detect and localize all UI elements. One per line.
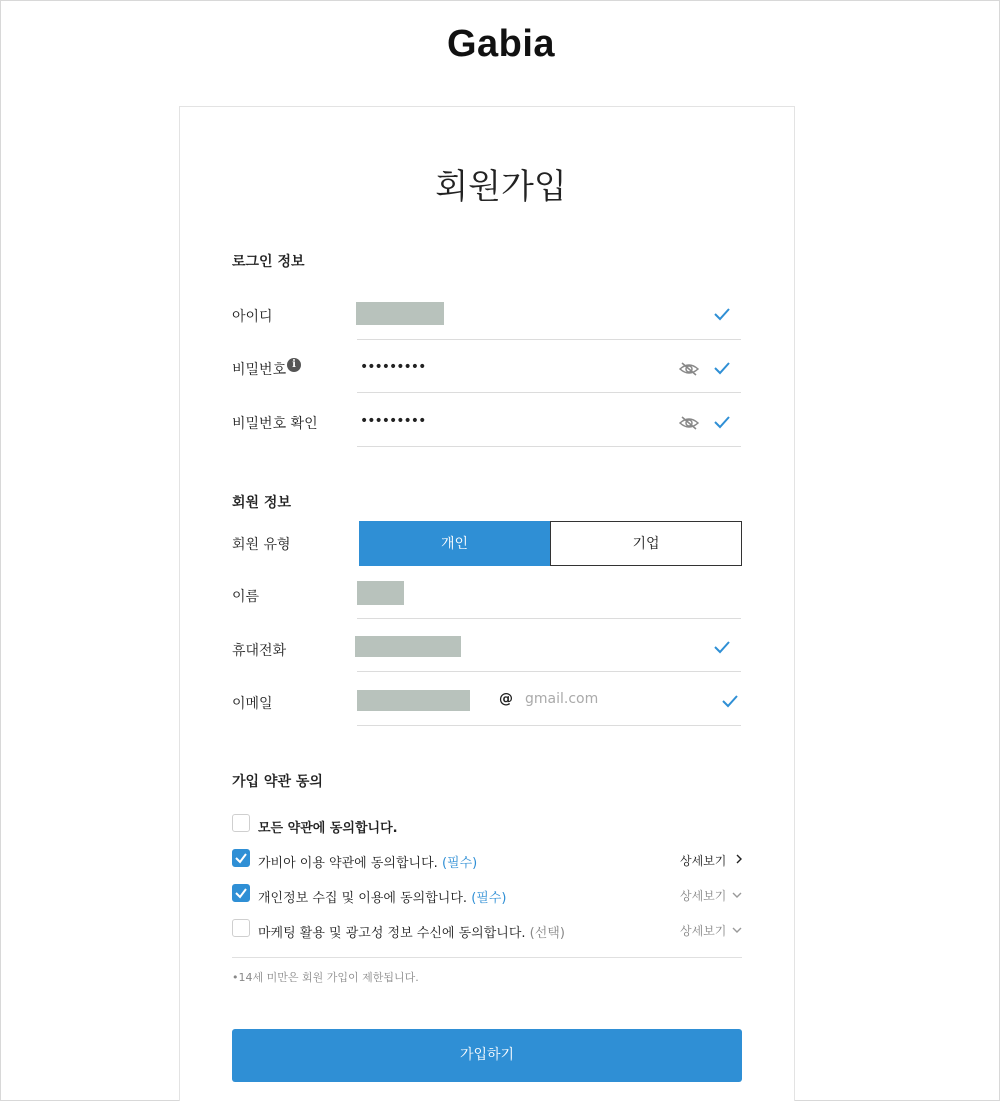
agree-all-label[interactable]: 모든 약관에 동의합니다. [258, 821, 398, 836]
gabia-logo[interactable]: Gabia [446, 23, 556, 65]
password-confirm-input[interactable]: ••••••••• [360, 413, 426, 429]
password-input[interactable]: ••••••••• [360, 359, 426, 375]
checkmark-icon [233, 850, 249, 866]
password-field-underline [357, 392, 741, 393]
phone-label: 휴대전화 [232, 643, 287, 659]
password-label: 비밀번호 [232, 362, 287, 378]
name-label: 이름 [232, 589, 260, 605]
terms-service-detail-link[interactable]: 상세보기 [680, 854, 727, 868]
chevron-down-icon[interactable] [732, 890, 742, 900]
name-field-underline [357, 618, 741, 619]
id-field-underline [357, 339, 741, 340]
id-input[interactable] [356, 302, 444, 325]
email-label: 이메일 [232, 696, 273, 712]
email-at-sign: @ [499, 691, 513, 707]
privacy-text: 개인정보 수집 및 이용에 동의합니다. [258, 891, 468, 906]
email-field-underline [357, 725, 741, 726]
terms-divider [232, 957, 742, 958]
member-type-personal-button[interactable]: 개인 [359, 521, 550, 566]
privacy-label[interactable] [258, 887, 506, 906]
required-tag: (필수) [471, 891, 507, 906]
marketing-detail-link[interactable]: 상세보기 [680, 924, 727, 938]
password-hide-eye-icon[interactable] [679, 361, 699, 377]
password-valid-check-icon [713, 359, 731, 377]
member-type-label: 회원 유형 [232, 537, 291, 553]
login-section-title: 로그인 정보 [232, 254, 305, 270]
id-label: 아이디 [232, 309, 273, 325]
member-type-company-button[interactable]: 기업 [550, 521, 742, 566]
email-valid-check-icon [721, 692, 739, 710]
privacy-checkbox[interactable] [232, 884, 250, 902]
agree-all-checkbox[interactable] [232, 814, 250, 832]
member-section-title: 회원 정보 [232, 495, 291, 511]
privacy-detail-link[interactable]: 상세보기 [680, 889, 727, 903]
marketing-text: 마케팅 활용 및 광고성 정보 수신에 동의합니다. [258, 926, 526, 941]
phone-input[interactable] [355, 636, 461, 657]
optional-tag: (선택) [529, 926, 565, 941]
phone-field-underline [357, 671, 741, 672]
password-confirm-hide-eye-icon[interactable] [679, 415, 699, 431]
password-confirm-valid-check-icon [713, 413, 731, 431]
chevron-right-icon[interactable] [734, 854, 744, 864]
terms-service-checkbox[interactable] [232, 849, 250, 867]
marketing-label[interactable] [258, 922, 565, 941]
email-id-input[interactable] [357, 690, 470, 711]
marketing-checkbox[interactable] [232, 919, 250, 937]
terms-service-label[interactable] [258, 852, 477, 871]
checkmark-icon [233, 885, 249, 901]
required-tag: (필수) [441, 856, 478, 871]
email-domain-input[interactable]: gmail.com [525, 691, 599, 707]
terms-section-title: 가입 약관 동의 [232, 774, 323, 790]
password-info-icon[interactable]: i [287, 358, 301, 372]
signup-submit-button[interactable]: 가입하기 [232, 1029, 742, 1082]
phone-valid-check-icon [713, 638, 731, 656]
password-confirm-field-underline [357, 446, 741, 447]
name-input[interactable] [357, 581, 404, 605]
chevron-down-icon[interactable] [732, 925, 742, 935]
page-title: 회원가입 [435, 167, 567, 207]
password-confirm-label: 비밀번호 확인 [232, 416, 318, 432]
age-restriction-notice: •14세 미만은 회원 가입이 제한됩니다. [232, 971, 419, 984]
id-valid-check-icon [713, 305, 731, 323]
terms-service-text: 가비아 이용 약관에 동의합니다. [258, 856, 438, 871]
